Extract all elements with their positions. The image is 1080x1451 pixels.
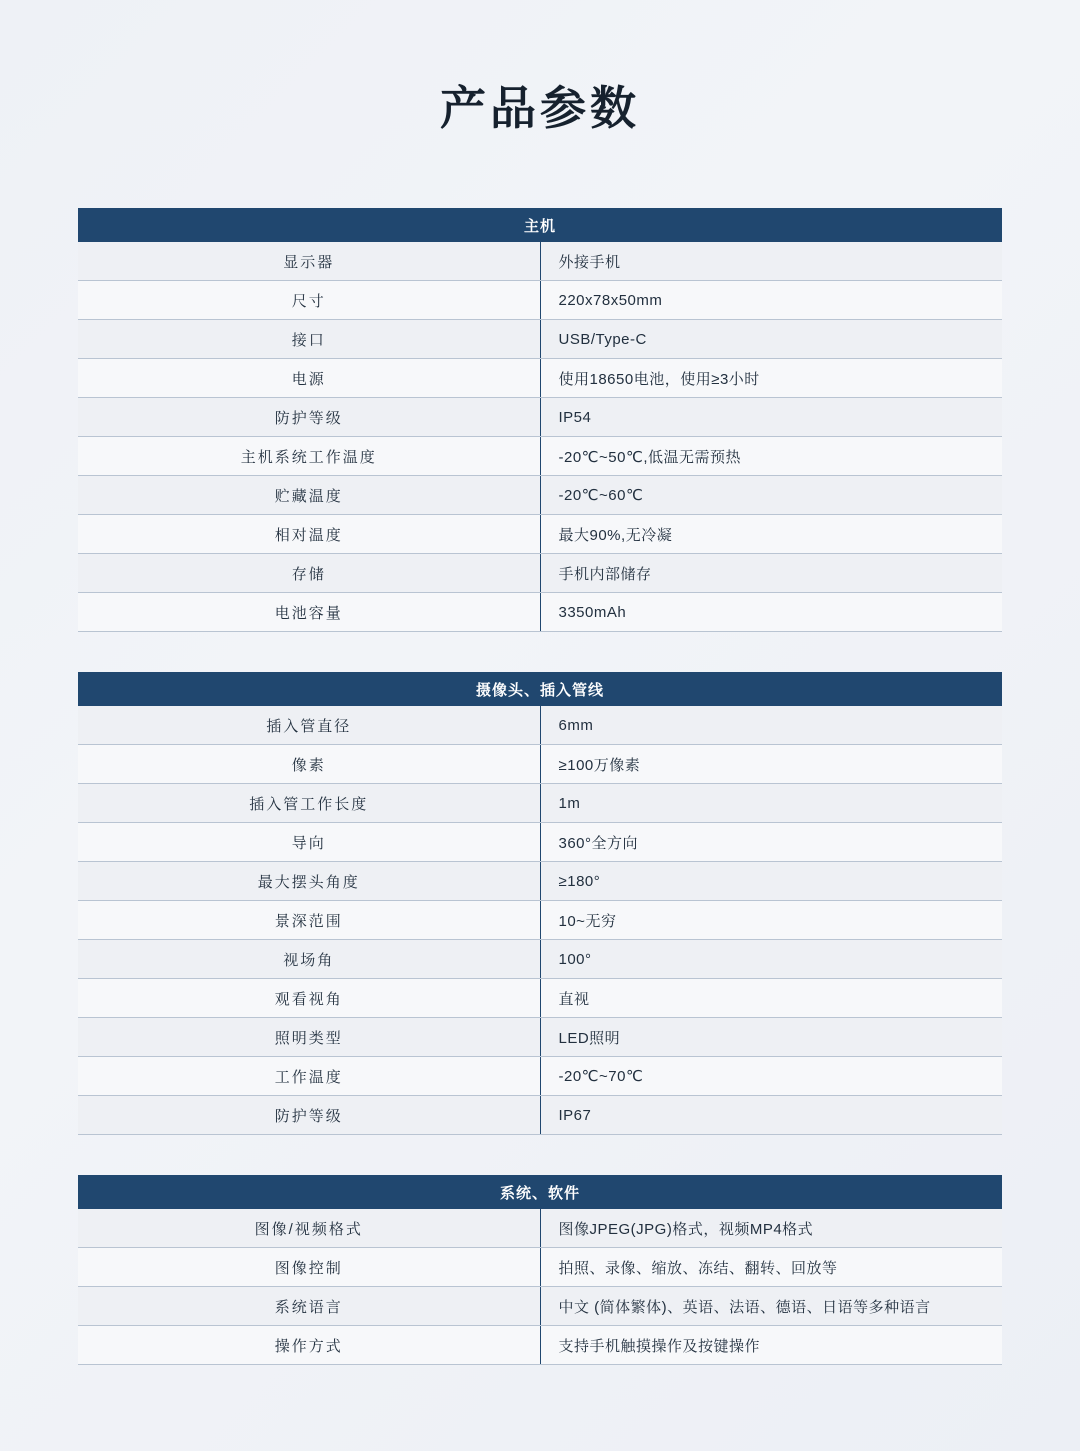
table-row <box>78 281 1002 320</box>
table-body <box>78 706 1002 1135</box>
table-row <box>78 1096 1002 1135</box>
row-value: USB/Type-C <box>540 320 1002 359</box>
row-value: 使用18650电池，使用≥3小时 <box>540 359 1002 398</box>
table-row <box>78 745 1002 784</box>
table-body <box>78 242 1002 632</box>
row-label: 贮藏温度 <box>78 476 540 515</box>
row-value: 100° <box>540 940 1002 979</box>
table-row <box>78 1057 1002 1096</box>
table-header-title: 主机 <box>78 208 1002 242</box>
row-label: 观看视角 <box>78 979 540 1018</box>
table-row <box>78 398 1002 437</box>
row-value: 1m <box>540 784 1002 823</box>
row-label: 系统语言 <box>78 1287 540 1326</box>
row-value: IP54 <box>540 398 1002 437</box>
table-row <box>78 437 1002 476</box>
row-label: 操作方式 <box>78 1326 540 1365</box>
row-value: 外接手机 <box>540 242 1002 281</box>
spec-table <box>78 1175 1002 1365</box>
row-value: LED照明 <box>540 1018 1002 1057</box>
row-value: 10~无穷 <box>540 901 1002 940</box>
row-value: ≥180° <box>540 862 1002 901</box>
table-row <box>78 979 1002 1018</box>
table-header-row <box>78 672 1002 706</box>
row-value: ≥100万像素 <box>540 745 1002 784</box>
table-row <box>78 1018 1002 1057</box>
row-label: 相对温度 <box>78 515 540 554</box>
table-header-title: 系统、软件 <box>78 1175 1002 1209</box>
row-value: 中文 (简体繁体)、英语、法语、德语、日语等多种语言 <box>540 1287 1002 1326</box>
row-value: 直视 <box>540 979 1002 1018</box>
table-row <box>78 554 1002 593</box>
row-label: 像素 <box>78 745 540 784</box>
spec-table-system <box>78 1175 1002 1365</box>
row-label: 防护等级 <box>78 398 540 437</box>
table-header-row <box>78 1175 1002 1209</box>
row-value: 拍照、录像、缩放、冻结、翻转、回放等 <box>540 1248 1002 1287</box>
row-label: 工作温度 <box>78 1057 540 1096</box>
row-value: 图像JPEG(JPG)格式，视频MP4格式 <box>540 1209 1002 1248</box>
table-row <box>78 1209 1002 1248</box>
row-value: 最大90%,无冷凝 <box>540 515 1002 554</box>
spec-table <box>78 208 1002 632</box>
row-label: 防护等级 <box>78 1096 540 1135</box>
row-label: 存储 <box>78 554 540 593</box>
row-label: 电源 <box>78 359 540 398</box>
row-label: 最大摆头角度 <box>78 862 540 901</box>
table-body <box>78 1209 1002 1365</box>
row-label: 接口 <box>78 320 540 359</box>
row-label: 电池容量 <box>78 593 540 632</box>
table-row <box>78 706 1002 745</box>
table-header-row <box>78 208 1002 242</box>
row-label: 插入管直径 <box>78 706 540 745</box>
row-value: 6mm <box>540 706 1002 745</box>
row-label: 图像控制 <box>78 1248 540 1287</box>
row-value: 3350mAh <box>540 593 1002 632</box>
table-row <box>78 1287 1002 1326</box>
table-row <box>78 242 1002 281</box>
page-title: 产品参数 <box>440 82 640 134</box>
row-value: -20℃~70℃ <box>540 1057 1002 1096</box>
row-label: 景深范围 <box>78 901 540 940</box>
row-value: 支持手机触摸操作及按键操作 <box>540 1326 1002 1365</box>
table-row <box>78 940 1002 979</box>
row-label: 插入管工作长度 <box>78 784 540 823</box>
row-label: 照明类型 <box>78 1018 540 1057</box>
row-label: 图像/视频格式 <box>78 1209 540 1248</box>
spec-table-host <box>78 208 1002 632</box>
row-label: 显示器 <box>78 242 540 281</box>
row-value: -20℃~50℃,低温无需预热 <box>540 437 1002 476</box>
row-label: 尺寸 <box>78 281 540 320</box>
table-row <box>78 359 1002 398</box>
table-row <box>78 901 1002 940</box>
table-row <box>78 823 1002 862</box>
table-row <box>78 320 1002 359</box>
table-header-title: 摄像头、插入管线 <box>78 672 1002 706</box>
row-value: 220x78x50mm <box>540 281 1002 320</box>
table-row <box>78 784 1002 823</box>
row-value: IP67 <box>540 1096 1002 1135</box>
row-value: 360°全方向 <box>540 823 1002 862</box>
row-value: -20℃~60℃ <box>540 476 1002 515</box>
table-row <box>78 1248 1002 1287</box>
row-label: 导向 <box>78 823 540 862</box>
spec-table <box>78 672 1002 1135</box>
table-row <box>78 862 1002 901</box>
row-label: 视场角 <box>78 940 540 979</box>
spec-table-camera <box>78 672 1002 1135</box>
table-row <box>78 593 1002 632</box>
table-row <box>78 515 1002 554</box>
table-row <box>78 476 1002 515</box>
row-value: 手机内部储存 <box>540 554 1002 593</box>
table-row <box>78 1326 1002 1365</box>
row-label: 主机系统工作温度 <box>78 437 540 476</box>
